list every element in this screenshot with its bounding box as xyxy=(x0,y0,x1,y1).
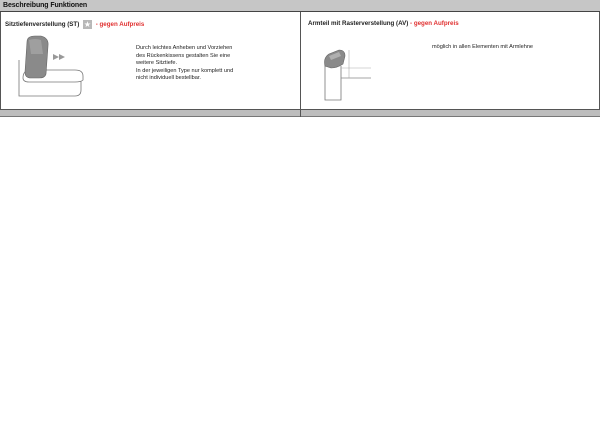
star-icon: ★ xyxy=(83,20,92,29)
feature-title-armrest: Armteil mit Rasterverstellung (AV) - gegen Aufpreis xyxy=(308,20,459,27)
arrow-icon xyxy=(53,54,59,60)
feature-description-armrest: möglich in allen Elementen mit Armlehne xyxy=(432,44,534,50)
armrest-illustration xyxy=(321,38,381,104)
arrow-icon xyxy=(59,54,65,60)
surcharge-label: gegen Aufpreis xyxy=(99,21,145,29)
footer-divider xyxy=(300,109,301,117)
section-header xyxy=(0,0,600,12)
feature-description-seat-depth: Durch leichtes Anheben und Vorziehen des Rückenkissens gestalten Sie eine weitere Sitztiefe. In der jeweiligen Type nur komplett und nicht individuell bestellbar. xyxy=(136,45,234,82)
feature-panel-seat-depth xyxy=(0,12,301,110)
feature-panel-armrest xyxy=(300,12,600,110)
section-title: Beschreibung Funktionen xyxy=(3,2,88,9)
surcharge-label: gegen Aufpreis xyxy=(413,20,459,27)
seat-depth-illustration xyxy=(15,34,89,100)
feature-title-seat-depth: Sitztiefenverstellung (ST) ★ - gegen Aufpreis xyxy=(5,20,145,29)
